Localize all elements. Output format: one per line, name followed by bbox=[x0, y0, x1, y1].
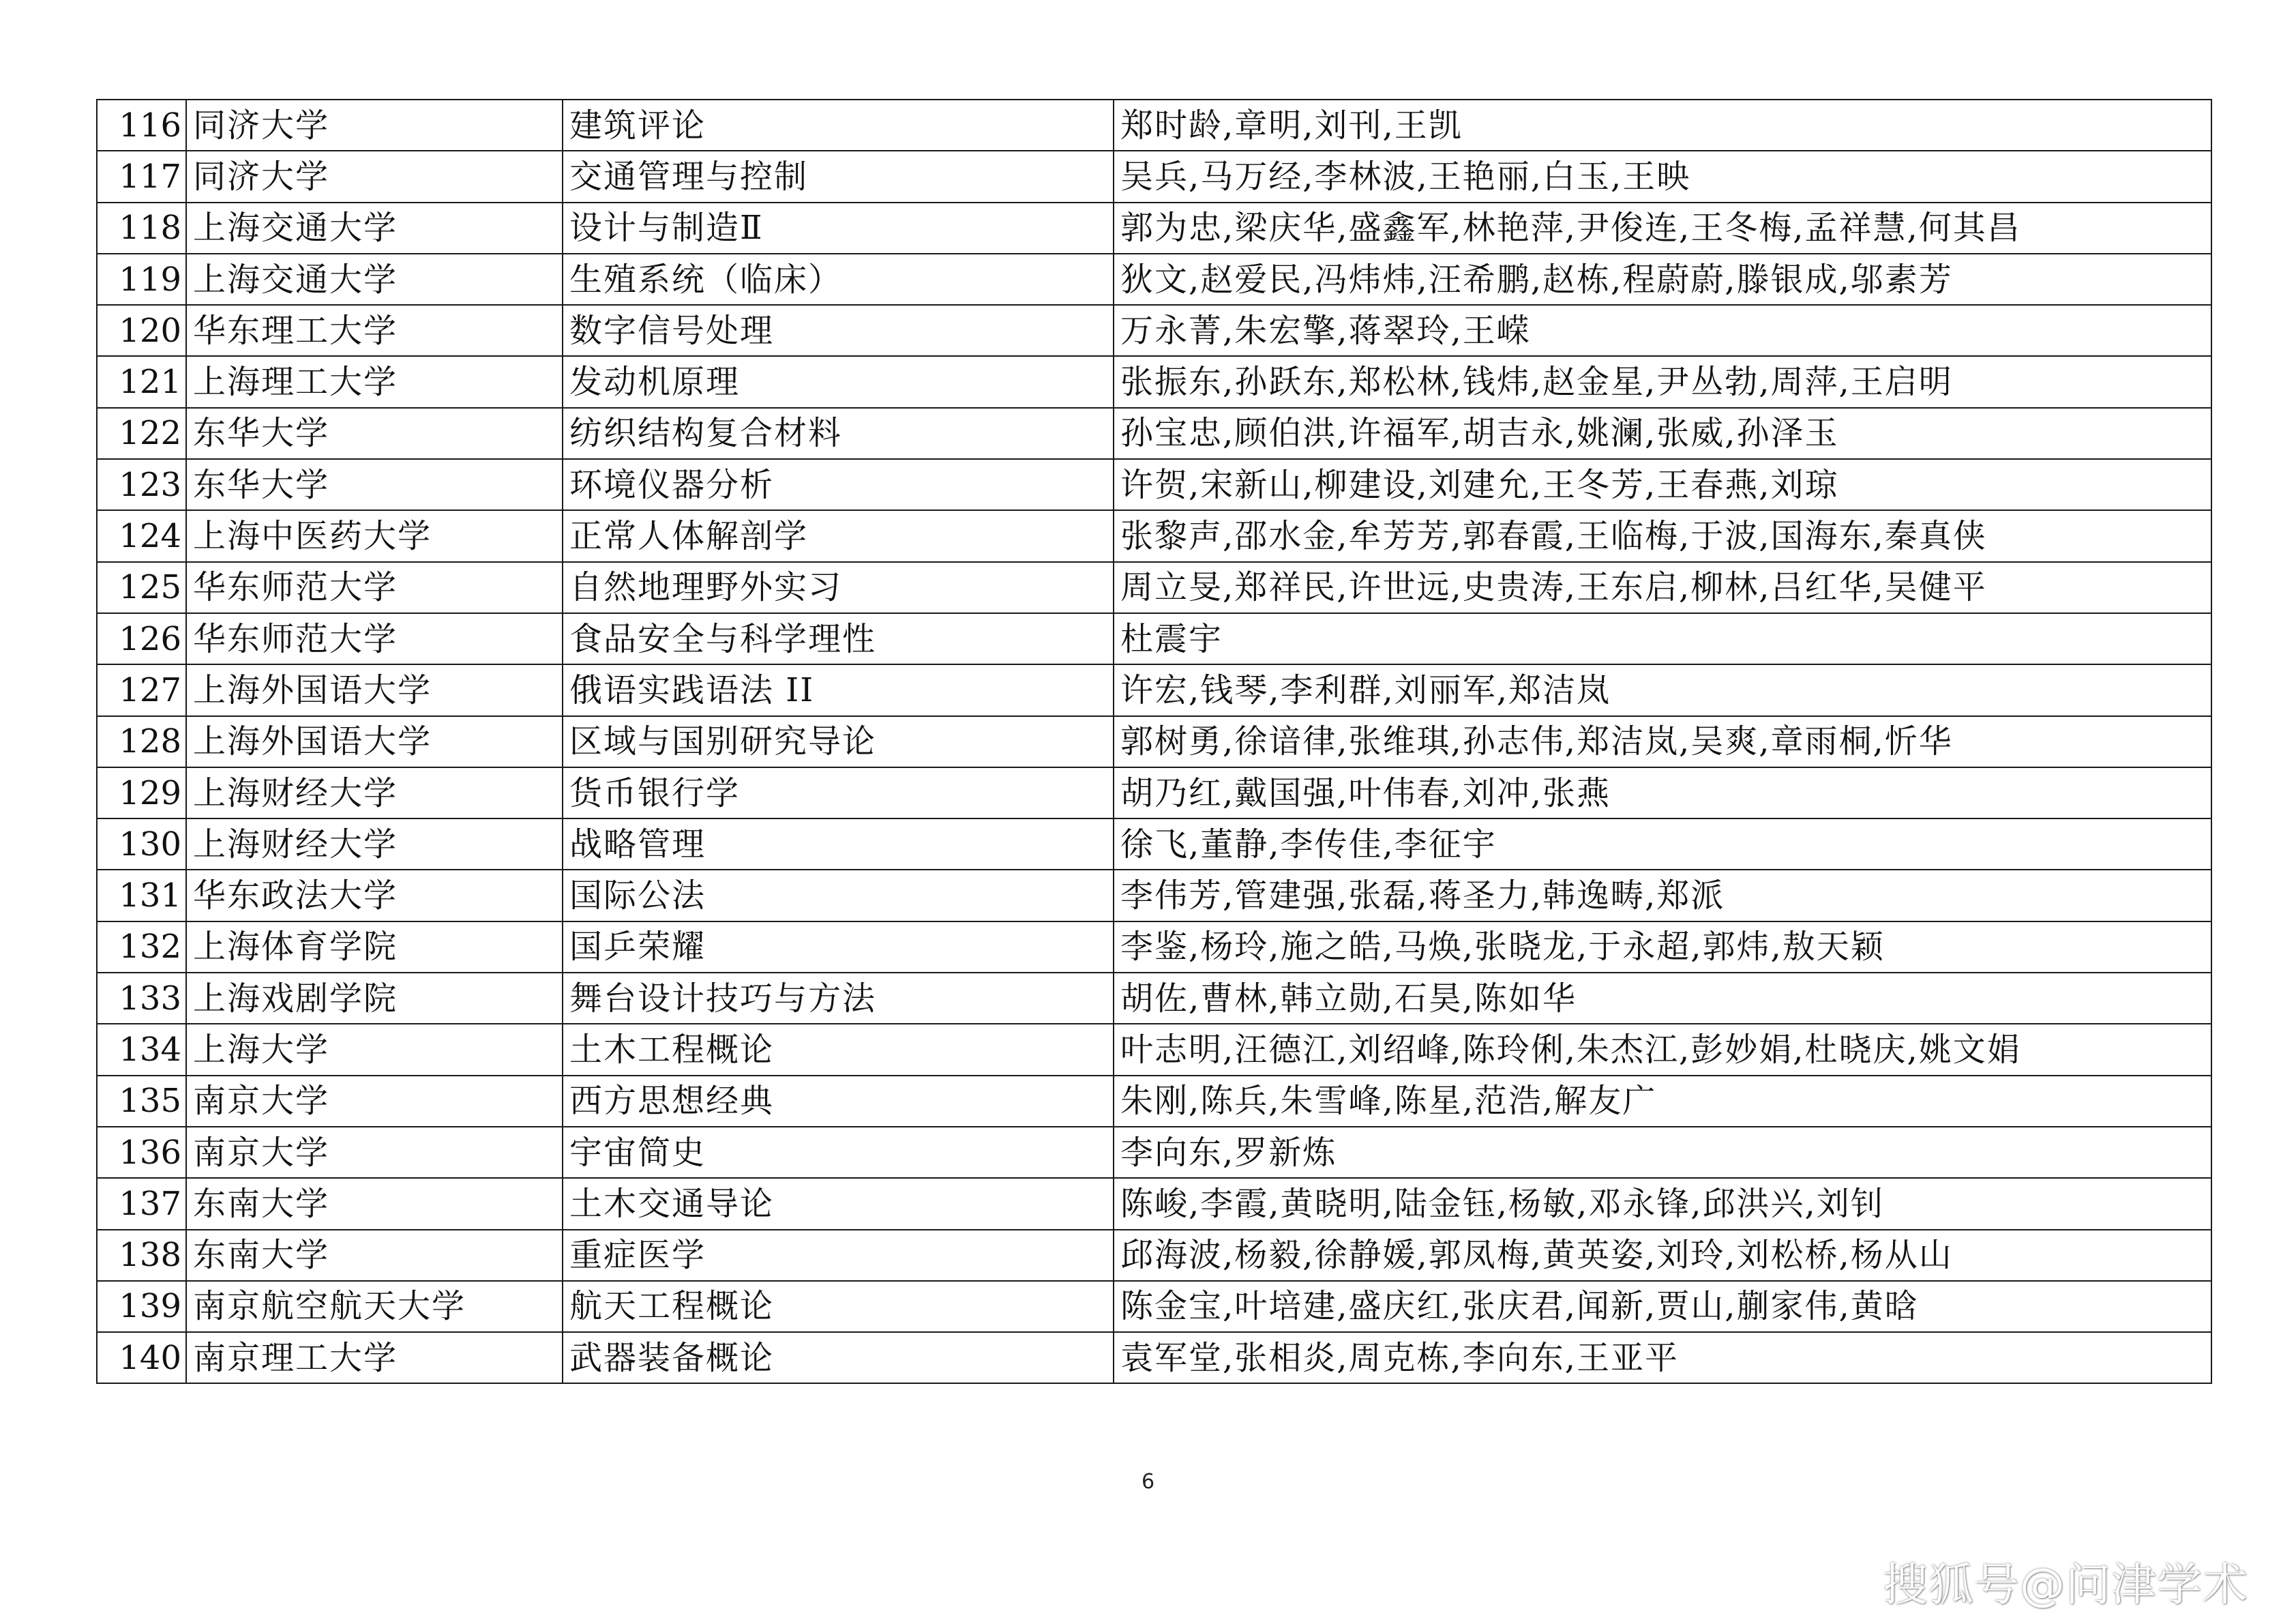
team-members-cell: 陈金宝,叶培建,盛庆红,张庆君,闻新,贾山,蒯家伟,黄晗 bbox=[1114, 1281, 2211, 1332]
table-row bbox=[97, 818, 2211, 870]
school-name-cell: 上海财经大学 bbox=[186, 818, 563, 870]
course-name-cell: 舞台设计技巧与方法 bbox=[563, 973, 1114, 1024]
table-row bbox=[97, 1281, 2211, 1332]
school-name-cell: 南京大学 bbox=[186, 1127, 563, 1178]
row-number-cell: 128 bbox=[97, 716, 186, 767]
table-row bbox=[97, 1076, 2211, 1127]
row-number-cell: 127 bbox=[97, 664, 186, 715]
row-number-cell: 129 bbox=[97, 767, 186, 818]
row-number-cell: 136 bbox=[97, 1127, 186, 1178]
table-row bbox=[97, 151, 2211, 202]
row-number-cell: 120 bbox=[97, 305, 186, 356]
school-name-cell: 南京大学 bbox=[186, 1076, 563, 1127]
table-row bbox=[97, 408, 2211, 459]
table-row bbox=[97, 1332, 2211, 1383]
course-name-cell: 建筑评论 bbox=[563, 100, 1114, 151]
school-name-cell: 东华大学 bbox=[186, 408, 563, 459]
course-name-cell: 土木交通导论 bbox=[563, 1178, 1114, 1229]
team-members-cell: 胡佐,曹林,韩立勋,石昊,陈如华 bbox=[1114, 973, 2211, 1024]
table-row bbox=[97, 203, 2211, 254]
course-name-cell: 航天工程概论 bbox=[563, 1281, 1114, 1332]
row-number-cell: 139 bbox=[97, 1281, 186, 1332]
table-row bbox=[97, 767, 2211, 818]
course-name-cell: 重症医学 bbox=[563, 1230, 1114, 1281]
course-name-cell: 环境仪器分析 bbox=[563, 459, 1114, 510]
team-members-cell: 郑时龄,章明,刘刊,王凯 bbox=[1114, 100, 2211, 151]
table-row bbox=[97, 973, 2211, 1024]
team-members-cell: 郭树勇,徐谙律,张维琪,孙志伟,郑洁岚,吴爽,章雨桐,忻华 bbox=[1114, 716, 2211, 767]
course-name-cell: 土木工程概论 bbox=[563, 1024, 1114, 1075]
team-members-cell: 许宏,钱琴,李利群,刘丽军,郑洁岚 bbox=[1114, 664, 2211, 715]
row-number-cell: 138 bbox=[97, 1230, 186, 1281]
school-name-cell: 华东师范大学 bbox=[186, 562, 563, 613]
page-number: 6 bbox=[1141, 1470, 1155, 1494]
team-members-cell: 李伟芳,管建强,张磊,蒋圣力,韩逸畴,郑派 bbox=[1114, 870, 2211, 921]
team-members-cell: 李向东,罗新炼 bbox=[1114, 1127, 2211, 1178]
course-name-cell: 西方思想经典 bbox=[563, 1076, 1114, 1127]
course-name-cell: 发动机原理 bbox=[563, 356, 1114, 407]
team-members-cell: 张黎声,邵水金,牟芳芳,郭春霞,王临梅,于波,国海东,秦真侠 bbox=[1114, 510, 2211, 561]
table-row bbox=[97, 100, 2211, 151]
course-name-cell: 国际公法 bbox=[563, 870, 1114, 921]
team-members-cell: 狄文,赵爱民,冯炜炜,汪希鹏,赵栋,程蔚蔚,滕银成,邬素芳 bbox=[1114, 254, 2211, 305]
course-name-cell: 自然地理野外实习 bbox=[563, 562, 1114, 613]
row-number-cell: 126 bbox=[97, 613, 186, 664]
row-number-cell: 140 bbox=[97, 1332, 186, 1383]
team-members-cell: 吴兵,马万经,李林波,王艳丽,白玉,王映 bbox=[1114, 151, 2211, 202]
school-name-cell: 东南大学 bbox=[186, 1230, 563, 1281]
table-row bbox=[97, 716, 2211, 767]
row-number-cell: 134 bbox=[97, 1024, 186, 1075]
course-name-cell: 生殖系统（临床） bbox=[563, 254, 1114, 305]
row-number-cell: 123 bbox=[97, 459, 186, 510]
school-name-cell: 南京航空航天大学 bbox=[186, 1281, 563, 1332]
team-members-cell: 万永菁,朱宏擎,蒋翠玲,王嵘 bbox=[1114, 305, 2211, 356]
row-number-cell: 119 bbox=[97, 254, 186, 305]
course-name-cell: 俄语实践语法 II bbox=[563, 664, 1114, 715]
team-members-cell: 杜震宇 bbox=[1114, 613, 2211, 664]
table-row bbox=[97, 870, 2211, 921]
table-row bbox=[97, 562, 2211, 613]
table-row bbox=[97, 356, 2211, 407]
team-members-cell: 叶志明,汪德江,刘绍峰,陈玲俐,朱杰江,彭妙娟,杜晓庆,姚文娟 bbox=[1114, 1024, 2211, 1075]
team-members-cell: 许贺,宋新山,柳建设,刘建允,王冬芳,王春燕,刘琼 bbox=[1114, 459, 2211, 510]
table-row bbox=[97, 1178, 2211, 1229]
row-number-cell: 117 bbox=[97, 151, 186, 202]
school-name-cell: 上海戏剧学院 bbox=[186, 973, 563, 1024]
table-row bbox=[97, 664, 2211, 715]
team-members-cell: 张振东,孙跃东,郑松林,钱炜,赵金星,尹丛勃,周萍,王启明 bbox=[1114, 356, 2211, 407]
watermark-text: 搜狐号@问津学术 bbox=[1883, 1559, 2248, 1611]
team-members-cell: 陈峻,李霞,黄晓明,陆金钰,杨敏,邓永锋,邱洪兴,刘钊 bbox=[1114, 1178, 2211, 1229]
course-name-cell: 交通管理与控制 bbox=[563, 151, 1114, 202]
row-number-cell: 135 bbox=[97, 1076, 186, 1127]
team-members-cell: 周立旻,郑祥民,许世远,史贵涛,王东启,柳林,吕红华,吴健平 bbox=[1114, 562, 2211, 613]
school-name-cell: 上海交通大学 bbox=[186, 254, 563, 305]
row-number-cell: 125 bbox=[97, 562, 186, 613]
row-number-cell: 130 bbox=[97, 818, 186, 870]
team-members-cell: 邱海波,杨毅,徐静媛,郭凤梅,黄英姿,刘玲,刘松桥,杨从山 bbox=[1114, 1230, 2211, 1281]
team-members-cell: 朱刚,陈兵,朱雪峰,陈星,范浩,解友广 bbox=[1114, 1076, 2211, 1127]
course-name-cell: 纺织结构复合材料 bbox=[563, 408, 1114, 459]
row-number-cell: 124 bbox=[97, 510, 186, 561]
school-name-cell: 上海外国语大学 bbox=[186, 664, 563, 715]
school-name-cell: 上海中医药大学 bbox=[186, 510, 563, 561]
team-members-cell: 郭为忠,梁庆华,盛鑫军,林艳萍,尹俊连,王冬梅,孟祥慧,何其昌 bbox=[1114, 203, 2211, 254]
team-members-cell: 袁军堂,张相炎,周克栋,李向东,王亚平 bbox=[1114, 1332, 2211, 1383]
team-members-cell: 李鉴,杨玲,施之皓,马焕,张晓龙,于永超,郭炜,敖天颖 bbox=[1114, 921, 2211, 973]
school-name-cell: 东南大学 bbox=[186, 1178, 563, 1229]
school-name-cell: 上海体育学院 bbox=[186, 921, 563, 973]
school-name-cell: 上海大学 bbox=[186, 1024, 563, 1075]
course-name-cell: 数字信号处理 bbox=[563, 305, 1114, 356]
course-name-cell: 战略管理 bbox=[563, 818, 1114, 870]
school-name-cell: 华东师范大学 bbox=[186, 613, 563, 664]
row-number-cell: 133 bbox=[97, 973, 186, 1024]
team-members-cell: 胡乃红,戴国强,叶伟春,刘冲,张燕 bbox=[1114, 767, 2211, 818]
table-row bbox=[97, 921, 2211, 973]
school-name-cell: 华东理工大学 bbox=[186, 305, 563, 356]
team-members-cell: 徐飞,董静,李传佳,李征宇 bbox=[1114, 818, 2211, 870]
school-name-cell: 同济大学 bbox=[186, 100, 563, 151]
school-name-cell: 同济大学 bbox=[186, 151, 563, 202]
table-row bbox=[97, 510, 2211, 561]
school-name-cell: 上海理工大学 bbox=[186, 356, 563, 407]
course-name-cell: 设计与制造Ⅱ bbox=[563, 203, 1114, 254]
course-name-cell: 宇宙简史 bbox=[563, 1127, 1114, 1178]
course-list-table bbox=[96, 99, 2212, 1384]
table-row bbox=[97, 1127, 2211, 1178]
school-name-cell: 东华大学 bbox=[186, 459, 563, 510]
table-row bbox=[97, 1230, 2211, 1281]
school-name-cell: 上海交通大学 bbox=[186, 203, 563, 254]
course-name-cell: 国乒荣耀 bbox=[563, 921, 1114, 973]
course-name-cell: 货币银行学 bbox=[563, 767, 1114, 818]
team-members-cell: 孙宝忠,顾伯洪,许福军,胡吉永,姚澜,张威,孙泽玉 bbox=[1114, 408, 2211, 459]
school-name-cell: 上海外国语大学 bbox=[186, 716, 563, 767]
row-number-cell: 116 bbox=[97, 100, 186, 151]
row-number-cell: 121 bbox=[97, 356, 186, 407]
table-row bbox=[97, 254, 2211, 305]
table-row bbox=[97, 459, 2211, 510]
course-name-cell: 武器装备概论 bbox=[563, 1332, 1114, 1383]
row-number-cell: 118 bbox=[97, 203, 186, 254]
table-row bbox=[97, 613, 2211, 664]
row-number-cell: 132 bbox=[97, 921, 186, 973]
row-number-cell: 131 bbox=[97, 870, 186, 921]
school-name-cell: 上海财经大学 bbox=[186, 767, 563, 818]
course-name-cell: 食品安全与科学理性 bbox=[563, 613, 1114, 664]
school-name-cell: 南京理工大学 bbox=[186, 1332, 563, 1383]
school-name-cell: 华东政法大学 bbox=[186, 870, 563, 921]
row-number-cell: 137 bbox=[97, 1178, 186, 1229]
course-list-body bbox=[97, 100, 2211, 1383]
course-name-cell: 区域与国别研究导论 bbox=[563, 716, 1114, 767]
row-number-cell: 122 bbox=[97, 408, 186, 459]
table-row bbox=[97, 1024, 2211, 1075]
table-row bbox=[97, 305, 2211, 356]
course-name-cell: 正常人体解剖学 bbox=[563, 510, 1114, 561]
